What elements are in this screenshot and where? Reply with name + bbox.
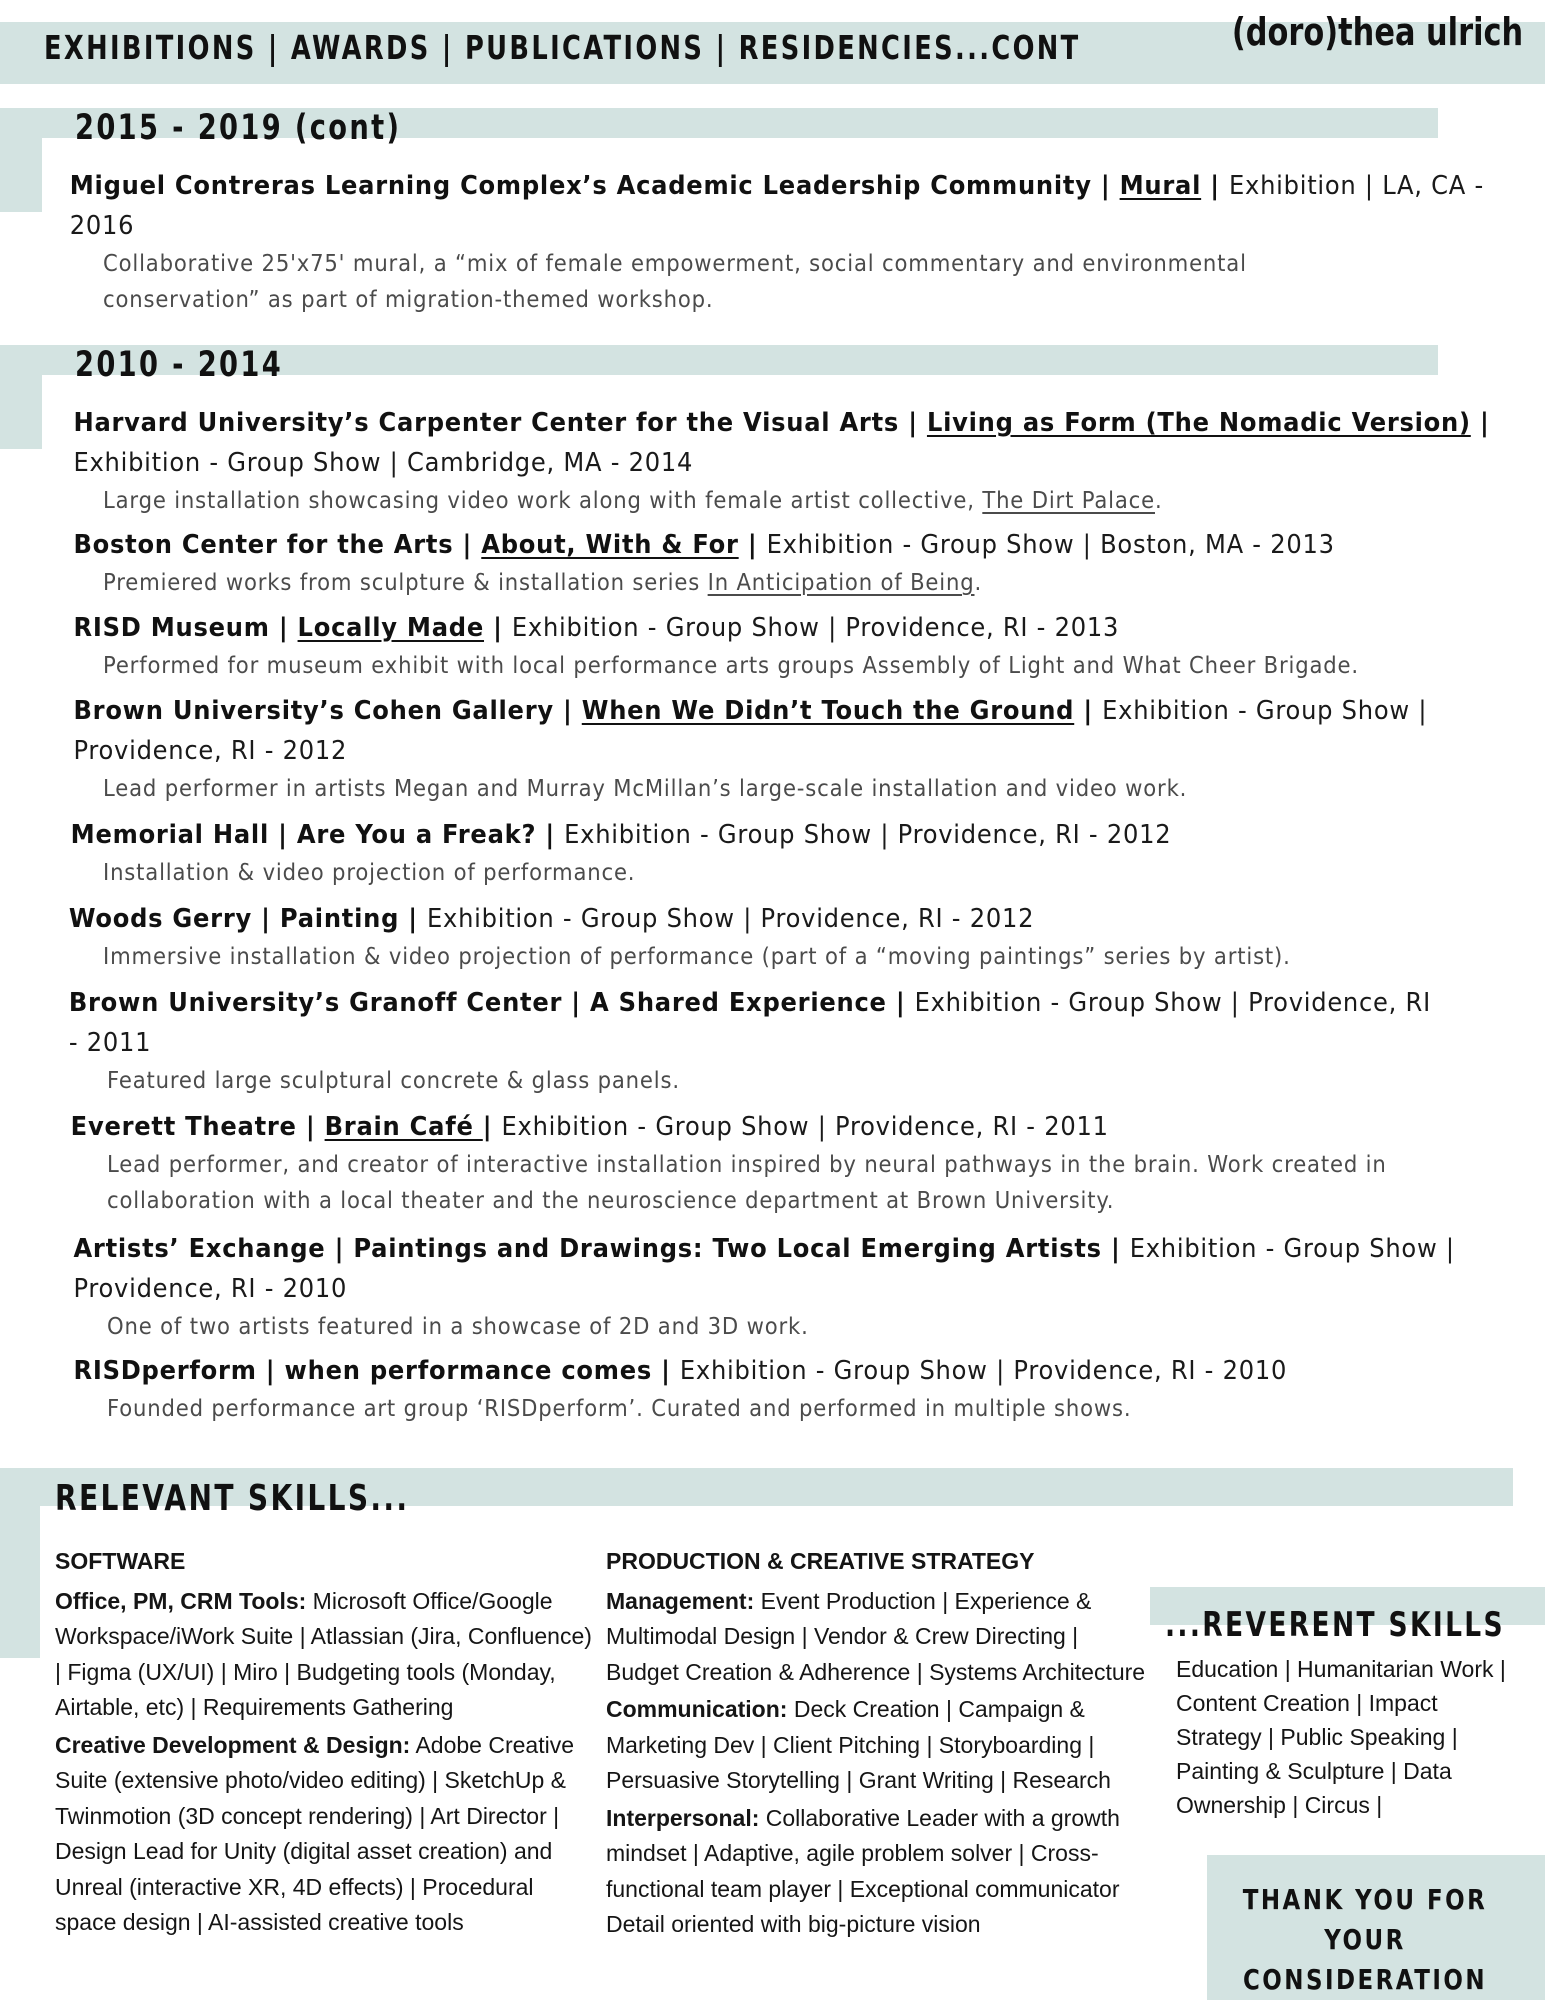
entry-description: Featured large sculptural concrete & glass panels. xyxy=(107,1068,680,1094)
skills-heading: RELEVANT SKILLS... xyxy=(55,1478,410,1519)
entry-description: Immersive installation & video projection of performance (part of a “moving paintings” series by artist). xyxy=(103,944,1291,970)
entry xyxy=(0,983,1480,1099)
skills-band-tab xyxy=(0,1468,40,1658)
entry xyxy=(0,1351,1480,1427)
section-year: 2010 - 2014 xyxy=(75,345,284,385)
skill-item xyxy=(55,1728,595,1941)
skill-label: Management: xyxy=(606,1587,755,1614)
entry-description: Lead performer in artists Megan and Murray McMillan’s large-scale installation and video work. xyxy=(103,776,1188,802)
desc-end: . xyxy=(1154,488,1163,514)
entry-venue: Brown University’s Granoff Center | A Shared Experience | xyxy=(68,988,915,1018)
entry-description: One of two artists featured in a showcase of 2D and 3D work. xyxy=(107,1314,809,1340)
skill-item xyxy=(606,1692,1154,1799)
entry-venue: Harvard University’s Carpenter Center for the Visual Arts | xyxy=(73,408,927,438)
entry-details: Exhibition - Group Show | Providence, RI - 2012 xyxy=(564,820,1172,850)
entry-description: Performed for museum exhibit with local performance arts groups Assembly of Light and What Cheer Brigade. xyxy=(103,653,1359,679)
thanks-line-2: CONSIDERATION xyxy=(1242,1963,1488,1996)
entry xyxy=(0,1107,1480,1219)
author-name: (doro)thea ulrich xyxy=(1231,10,1523,54)
entry-sep: | xyxy=(482,1112,502,1142)
entry-sep: | xyxy=(738,530,767,560)
software-column xyxy=(55,1544,595,1941)
entry-details: Exhibition - Group Show | Providence, RI - 2012 xyxy=(427,904,1035,934)
skill-text: Deck Creation | Campaign & Marketing Dev | Client Pitching | Storyboarding | Persuasive Storytelling | Grant Writing | Research xyxy=(606,1696,1111,1793)
entry-description xyxy=(103,565,1428,601)
entry-venue: RISDperform | when performance comes | xyxy=(73,1356,680,1386)
entry-description: Founded performance art group ‘RISDperform’. Curated and performed in multiple shows. xyxy=(107,1396,1132,1422)
entry xyxy=(0,608,1480,684)
entry-description: Lead performer, and creator of interactive installation inspired by neural pathways in the brain. Work created in collaboration with a local theater and the neuroscience department at Brown University. xyxy=(107,1152,1387,1214)
entry-venue: Miguel Contreras Learning Complex’s Academic Leadership Community | xyxy=(69,171,1120,201)
desc-end: . xyxy=(974,570,983,596)
software-heading: SOFTWARE xyxy=(55,1548,186,1574)
entry xyxy=(0,166,1484,318)
entry-sep: | xyxy=(1470,408,1490,438)
desc-text: Premiered works from sculpture & installation series xyxy=(103,570,708,596)
entry-sep: | xyxy=(1074,696,1103,726)
reverent-text: Education | Humanitarian Work | Content Creation | Impact Strategy | Public Speaking | Painting & Sculpture | Data Ownership | Circus | xyxy=(1176,1656,1506,1818)
entry-title[interactable]: Mural xyxy=(1119,171,1202,201)
production-column xyxy=(606,1544,1154,1943)
entry xyxy=(0,403,1490,519)
entry-venue: Brown University’s Cohen Gallery | xyxy=(73,696,582,726)
page-title: EXHIBITIONS | AWARDS | PUBLICATIONS | RESIDENCIES...CONT xyxy=(44,28,1081,67)
entry-description xyxy=(103,483,1428,519)
entry-venue: Everett Theatre | xyxy=(70,1112,325,1142)
entry-title[interactable]: Living as Form (The Nomadic Version) xyxy=(926,408,1471,438)
desc-link[interactable]: In Anticipation of Being xyxy=(707,570,975,596)
skill-label: Creative Development & Design: xyxy=(55,1731,411,1758)
entry-details: Exhibition - Group Show | Providence, RI - 2012 xyxy=(73,696,1428,766)
entry xyxy=(0,691,1480,807)
entry xyxy=(0,1229,1480,1345)
thanks-line-1: THANK YOU FOR YOUR xyxy=(1242,1883,1488,1956)
section-year: 2015 - 2019 (cont) xyxy=(75,108,402,148)
entry-venue: Artists’ Exchange | Paintings and Drawings: Two Local Emerging Artists | xyxy=(73,1234,1130,1264)
desc-text: Large installation showcasing video work along with female artist collective, xyxy=(103,488,983,514)
desc-link[interactable]: The Dirt Palace xyxy=(982,488,1155,514)
entry-details: Exhibition | LA, CA - 2016 xyxy=(69,171,1484,241)
entry-details: Exhibition - Group Show | Boston, MA - 2013 xyxy=(766,530,1335,560)
entry-sep: | xyxy=(484,613,512,643)
entry-details: Exhibition - Group Show | Providence, RI - 2010 xyxy=(679,1356,1288,1386)
skill-label: Communication: xyxy=(606,1696,788,1722)
skill-text: Collaborative Leader with a growth mindset | Adaptive, agile problem solver | Cross-functional team player | Exceptional communicator Detail oriented with big-picture vision xyxy=(606,1804,1120,1937)
skill-text: Microsoft Office/Google Workspace/iWork Suite | Atlassian (Jira, Confluence) | Figma (UX/UI) | Miro | Budgeting tools (Monday, Airtable, etc) | Requirements Gathering xyxy=(55,1587,592,1720)
reverent-heading: ...REVERENT SKILLS xyxy=(1165,1605,1505,1645)
production-heading: PRODUCTION & CREATIVE STRATEGY xyxy=(606,1548,1035,1574)
skill-item xyxy=(606,1801,1154,1943)
entry-venue: Memorial Hall | Are You a Freak? | xyxy=(70,820,565,850)
entry-title[interactable]: When We Didn’t Touch the Ground xyxy=(581,696,1075,726)
entry-title[interactable]: About, With & For xyxy=(481,530,739,560)
entry-details: Exhibition - Group Show | Providence, RI - 2011 xyxy=(68,988,1431,1058)
skill-item xyxy=(55,1584,595,1726)
entry-description: Collaborative 25'x75' mural, a “mix of female empowerment, social commentary and environmental conservation” as part of migration-themed workshop. xyxy=(103,251,1247,313)
skill-label: Office, PM, CRM Tools: xyxy=(55,1587,307,1614)
entry-venue: Woods Gerry | Painting | xyxy=(68,904,428,934)
entry xyxy=(0,815,1480,891)
entry-sep: | xyxy=(1201,171,1230,201)
entry-description: Installation & video projection of performance. xyxy=(103,860,636,886)
skill-text: Adobe Creative Suite (extensive photo/video editing) | SketchUp & Twinmotion (3D concept rendering) | Art Director | Design Lead for Unity (digital asset creation) and Unreal (interactive XR, 4D effects) | Procedural space design | AI-assisted creative tools xyxy=(55,1731,574,1935)
entry-details: Exhibition - Group Show | Providence, RI - 2011 xyxy=(501,1112,1109,1142)
entry-details: Exhibition - Group Show | Cambridge, MA - 2014 xyxy=(73,448,694,478)
entry-details: Exhibition - Group Show | Providence, RI - 2013 xyxy=(511,613,1120,643)
entry xyxy=(0,899,1480,975)
entry-title[interactable]: Brain Café xyxy=(324,1112,483,1142)
entry-venue: RISD Museum | xyxy=(73,613,298,643)
entry-title[interactable]: Locally Made xyxy=(297,613,485,643)
skill-text: Event Production | Experience & Multimodal Design | Vendor & Crew Directing | Budget Creation & Adherence | Systems Architecture xyxy=(606,1587,1146,1685)
entry xyxy=(0,525,1480,601)
skill-label: Interpersonal: xyxy=(606,1804,760,1831)
entry-venue: Boston Center for the Arts | xyxy=(73,530,482,560)
thank-you-note xyxy=(1190,1880,1540,2000)
skill-item xyxy=(606,1584,1154,1691)
entry-details: Exhibition - Group Show | Providence, RI - 2010 xyxy=(73,1234,1455,1304)
